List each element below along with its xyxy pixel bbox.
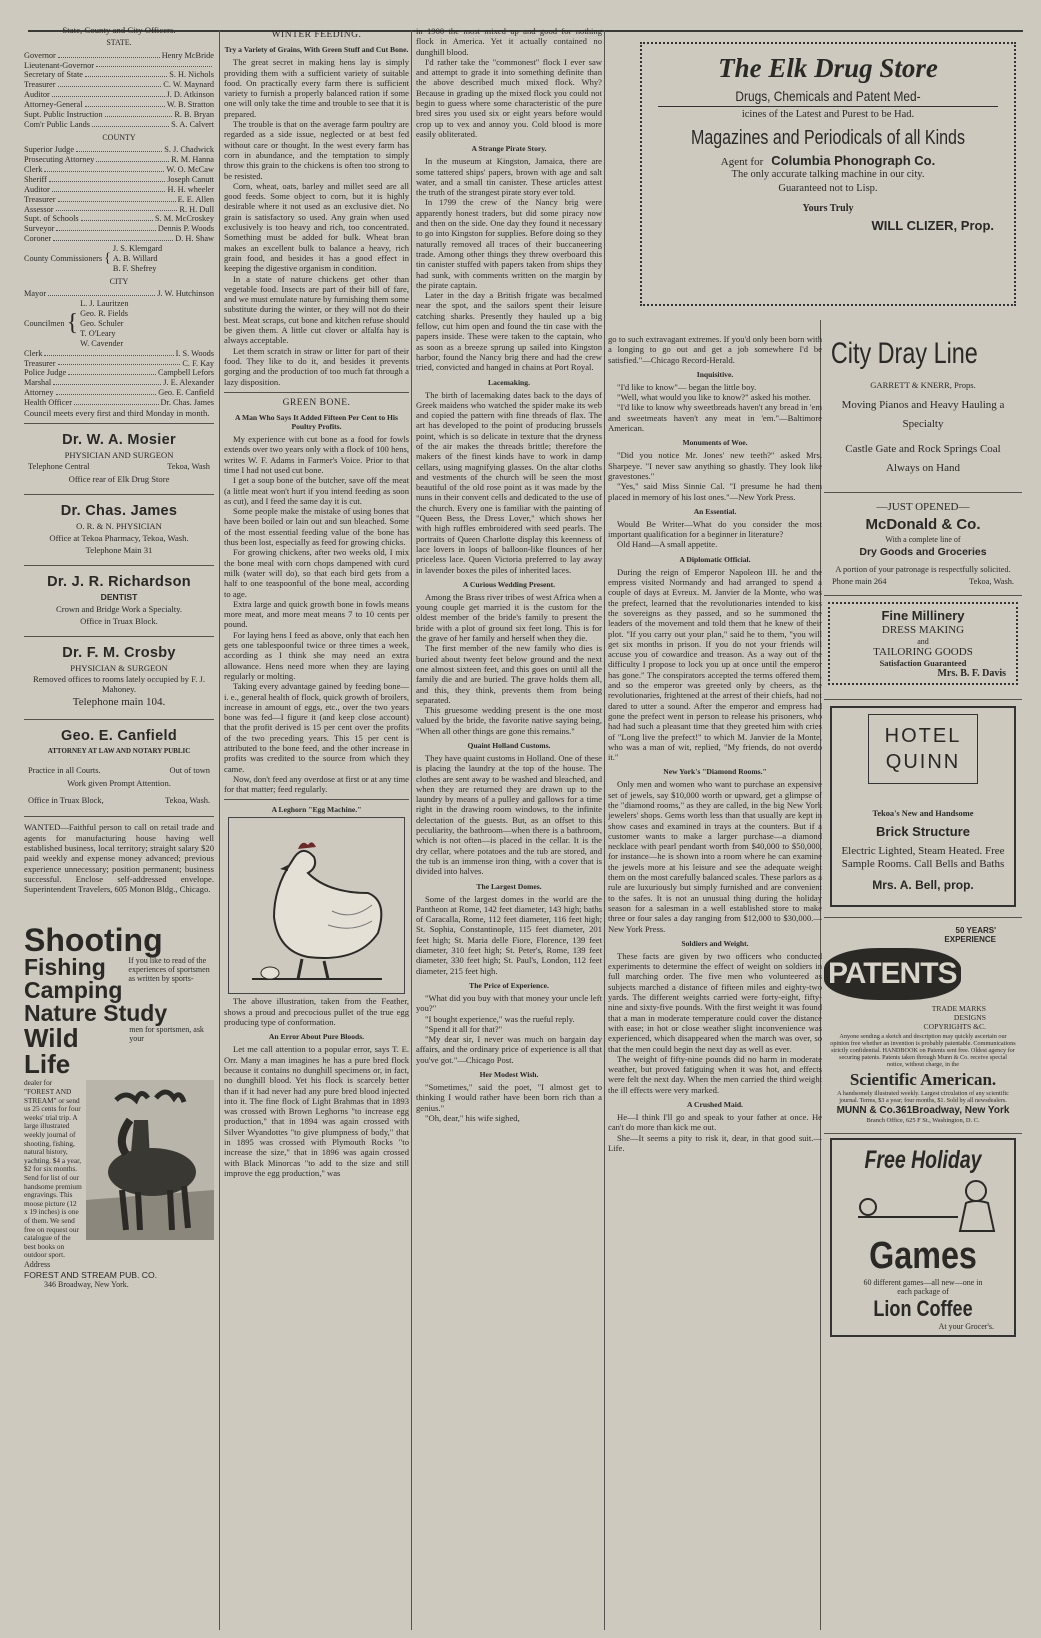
article-subheading: A Diplomatic Official.: [679, 554, 751, 564]
city-officers-list: [24, 349, 214, 408]
article-paragraph: "Well, what would you like to know?" asked his mother.: [617, 392, 811, 403]
text-line: Telephone main 104.: [72, 696, 166, 709]
article-paragraph: Taking every advantage gained by feeding bone—i. e., general health of flock, quick growth of broilers, increase in amount of eggs, etc., over the two years bone was fed—I figure it (and keep close account) that the profit derived is 15 per cent over the profits of the two preceding years. This 15 per cent is attributed to the bone feed, and the other increase in profits was credited to the source from which they came.: [224, 681, 409, 774]
text-line: DENTIST: [100, 592, 138, 603]
wanted-ad: WANTED—Faithful person to call on retail trade and agents for manufacturing house having well established business, local territory; straight salary $20 paid weekly and expense money advanced; previous experience unnecessary; position permanent; business successful. Enclose self-addressed envelope. Superintendent Travelers, 605 Monon Bldg., Chicago.: [24, 822, 214, 895]
member-name: Geo. R. Fields: [80, 309, 129, 319]
column-winter-feeding: [224, 26, 409, 1178]
card-canfield: [24, 725, 214, 811]
text-line: Magazines and Periodicals of all Kinds: [691, 127, 965, 149]
article-paragraph: He—I think I'll go and speak to your father at once. He can't do more than kick me out.: [608, 1112, 822, 1133]
officer-row: Surveyor Dennis P. Woods: [24, 224, 214, 234]
text-line: Fishing: [24, 954, 106, 981]
text-line: The Elk Drug Store: [718, 53, 938, 83]
commissioners-block: County Commissioners { J. S. Klemgard A. B. Willard B. F. Shefrey: [24, 244, 163, 274]
column-rule: [219, 30, 220, 1630]
text-line: Out of town: [169, 766, 210, 776]
text-line: —JUST OPENED—: [876, 501, 970, 513]
text-line: Office rear of Elk Drug Store: [68, 474, 170, 485]
moose-illustration: [85, 1079, 214, 1241]
text-line: Phone main 264: [832, 577, 887, 586]
text-line: Nature Study: [24, 1000, 168, 1027]
forest-stream-ad: [24, 924, 214, 1289]
text-line: PHYSICIAN AND SURGEON: [64, 450, 174, 461]
mcdonald-ad: [824, 499, 1022, 589]
text-line: icines of the Latest and Purest to be Had.: [658, 106, 998, 123]
member-name: Geo. Schuler: [80, 318, 124, 328]
officer-row: Police Judge Campbell Lefors: [24, 368, 214, 378]
article-paragraph: Corn, wheat, oats, barley and millet seed are all good feeds. Some object to corn, but it is highly desirable where it not used as an exclusive diet. No grain is satisfactory so used. Any grain when used exclusively is too heavy and rich, too concentrated. Something must be added for bulk. Wheat bran makes an excellent bulk to balance a heavy, rich grain food, and besides it has a good effect in keeping the digestive organism in condition.: [224, 180, 409, 274]
officers-title: State, County and City Officers.: [62, 25, 176, 35]
state-officers-list: [24, 51, 214, 130]
article-paragraph: "My dear sir, I never was much on bargain day affairs, and the ordinary price of experience is all that you've got."—Chicago Post.: [416, 1034, 602, 1065]
article-paragraph: in 1900 the most mixed up and good for nothing flock in America. Yet it actually contained no dunghill blood.: [416, 26, 602, 57]
text-line: Scientific American.: [849, 1070, 997, 1090]
text-line: Electric Lighted, Steam Heated. Free Sample Rooms. Call Bells and Baths: [841, 845, 1005, 871]
text-line: PHYSICIAN & SURGEON: [70, 663, 168, 674]
text-line: ATTORNEY AT LAW AND NOTARY PUBLIC: [47, 747, 191, 756]
article-paragraph: In the museum at Kingston, Jamaica, there are some tattered ships' papers, brown with age and salt water, and a small tin canister. These articles attest the truth of the strangest pirate story ever told.: [416, 156, 602, 198]
officer-row: Prosecuting Attorney R. M. Hanna: [24, 155, 214, 165]
text-line: Columbia Phonograph Co.: [771, 153, 936, 168]
article-title: GREEN BONE.: [282, 397, 351, 408]
text-line: The only accurate talking machine in our city.: [731, 169, 925, 180]
city-heading: CITY: [109, 276, 129, 286]
article-paragraph: Only men and women who want to purchase an expensive set of jewels, say $10,000 worth or upward, get a glimpse of the "diamond rooms," as they are called, in the big New York jewelers' shops. Gems worth less than that usually are kept in show cases and examined in trays at the counters. But if a customer wants to make a larger purchase—a diamond necklace with pearl pendant worth from $40,000 to $50,000, for instance—he is shown into a room where he can examine the jewels more at his leisure and see the adequate weight them on the most carefully balanced scales. These parlors as a rule are luxuriously but simply furnished and are convenient to the safes. It is not an unusual thing during the holiday season for a salesman in a well established store to make three or four sales a day ranging from $12,000 to $30,000.—New York Press.: [608, 779, 822, 934]
text-line: Tekoa, Wash.: [165, 796, 210, 806]
article-paragraph: "Oh, dear," his wife sighed,: [425, 1112, 520, 1123]
article-subheading: A Curious Wedding Present.: [462, 579, 556, 589]
officer-row: Attorney Geo. E. Canfield: [24, 388, 214, 398]
county-officers-list: [24, 145, 214, 244]
text-line: Branch Office, 625 F St., Washington, D. C.: [866, 1117, 980, 1125]
article-paragraph: The trouble is that on the average farm poultry are regarded as a side issue, neglected or at best fed without care or thought. In the west every farm has corn in abundance, and the temptation to simply throw this grain to the chickens is often too strong to be resisted.: [224, 119, 409, 181]
text-line: Mrs. B. F. Davis: [937, 668, 1006, 679]
officer-row: Assessor R. H. Dull: [24, 204, 214, 214]
text-line: and: [917, 637, 929, 646]
officer-row: Health Officer Dr. Chas. James: [24, 398, 214, 408]
member-name: J. S. Klemgard: [112, 244, 163, 254]
text-line: Mayor: [24, 289, 47, 299]
card-mosier: [24, 429, 214, 489]
text-line: Games: [869, 1235, 977, 1278]
text-line: Crown and Bridge Work a Specialty.: [55, 604, 183, 615]
officer-row: Lieutenant-Governor: [24, 61, 214, 71]
article-paragraph: Let me call attention to a popular error, says T. E. Orr. Many a man imagines he has a pure bred flock because it contains no dunghill specimens or, in fact, no dunghill blood. Yet his flock is scarcely better than if it had never had any pure bred blood injected into it. The fine flock of Light Brahmas that in 1893 was crossed with Brown Leghorns "to increase egg production," that in 1894 was again crossed with Silver Wyandottes "to give plumpness of body," that in 1895 was crossed with Plymouth Rocks "to increase the size," that in 1896 was again crossed with Black Minorcas "to add to the size and still improve the egg production," was: [224, 1044, 409, 1178]
article-paragraph: In a state of nature chickens get other than vegetable food. Insects are part of their bill of fare, and we must emulate nature by furnishing them some substitute during the winter, or they will not do their best. Meat scraps, cut bone and kitchen refuse should be given them. A little cut clover or alfalfa hay is always acceptable.: [224, 273, 409, 346]
card-james: [24, 500, 214, 560]
commissioners-label: County Commissioners: [24, 254, 103, 264]
article-subheading: A Strange Pirate Story.: [471, 144, 547, 154]
article-subheading: New York's "Diamond Rooms.": [663, 767, 767, 777]
text-line: Yours Truly: [802, 203, 854, 214]
article-paragraph: "What did you buy with that money your uncle left you?": [416, 992, 602, 1014]
text-line: Brick Structure: [876, 824, 970, 840]
article-paragraph: They have quaint customs in Holland. One of these is placing the laundry at the top of the house. The clothes are sent away to be washed and bleached, and when they are returned they are drawn up to the laundry by means of a pulley and gallows for a time right in the drawing room windows, to the infinite delectation of the guests. But, as an offset to this peculiarity, the bathroom—when there is a bathroom, which is not often—is placed in the cellar. It is the dry cellar, where potatoes and the tub are stored, and the tub is an immense iron thing, with a cover that is divided into halves.: [416, 753, 602, 877]
state-heading: STATE.: [106, 38, 132, 48]
text-line: With a complete line of: [885, 535, 961, 544]
text-line: J. W. Hutchinson: [157, 289, 214, 299]
article-subheading: The Largest Domes.: [476, 881, 542, 891]
text-line: HOTEL: [884, 725, 962, 748]
text-line: Shooting: [24, 922, 163, 959]
article-paragraph: I'd rather take the "commonest" flock I ever saw and attempt to grade it into something definite than the above described much mixed flock. Why? Because in grading up the mixed flock you could not begin to guess where some characteristic of the pure bred sires you used six or eight years before would crop up to vex and annoy you. Cold blood is more easily obliterated.: [416, 56, 602, 139]
text-line: Camping: [24, 977, 123, 1004]
article-subheading: Soldiers and Weight.: [681, 938, 749, 948]
text-line: Telephone Main 31: [85, 545, 153, 556]
article-subheading: Lacemaking.: [488, 377, 530, 387]
text-line: WILL CLIZER, Prop.: [871, 218, 994, 233]
officer-row: Treasurer C. W. Maynard: [24, 80, 214, 90]
hotel-quinn-ad: [830, 706, 1016, 907]
member-name: T. O'Leary: [80, 328, 116, 338]
article-paragraph: Would Be Writer—What do you consider the most important qualification for a beginner in literature?: [608, 518, 822, 540]
article-subheading: An Error About Pure Bloods.: [268, 1032, 365, 1042]
article-paragraph: In 1799 the crew of the Nancy brig were apparently honest traders, but did some piracy now and then on the side. One day they found it necessary to go into Kingston for supplies. Before doing so they naturally removed all traces of their buccaneering trade. Among other things they threw overboard this tin canister stuffed with papers taken from ships they had sunk, with comments written on the margin by the pirate captain.: [416, 197, 602, 290]
text-line: Moving Pianos and Heavy Hauling a Specialty: [841, 399, 1005, 430]
county-heading: COUNTY: [102, 132, 136, 142]
text-line: DRESS MAKING: [881, 624, 965, 636]
article-paragraph: "Did you notice Mr. Jones' new teeth?" asked Mrs. Sharpeye. "I never saw anything so ghastly. They look like gravestones.": [608, 450, 822, 481]
column-ads: [824, 334, 1022, 1632]
article-paragraph: For laying hens I feed as above, only that each hen gets one tablespoonful twice or three times a week, according as I think she may need an extra allowance. Hens need more when they are laying regularly or molting.: [224, 629, 409, 681]
article-subheading: Inquisitive.: [696, 369, 734, 379]
text-line: Removed offices to rooms lately occupied by F. J. Mahoney.: [33, 674, 205, 695]
member-name: A. B. Willard: [112, 254, 158, 264]
column-rule: [604, 30, 605, 1630]
text-line: Fine Millinery: [881, 608, 965, 623]
text-line: A handsomely illustrated weekly. Largest circulation of any scientific journal. Terms, $3 a year; four months, $1. Sold by all newsdealers.: [837, 1090, 1009, 1105]
councilmen-label: Councilmen: [24, 318, 65, 328]
column-jokes: [608, 334, 822, 1632]
council-note: Council meets every first and third Monday in month.: [24, 408, 210, 419]
text-line: A portion of your patronage is respectfully solicited.: [835, 565, 1011, 574]
text-line: Geo. E. Canfield: [61, 728, 177, 745]
text-line: Wild Life: [24, 1023, 79, 1080]
text-line: men for sportsmen, ask your: [129, 1025, 204, 1044]
article-title: WINTER FEEDING.: [271, 30, 362, 40]
article-subheading: A Leghorn "Egg Machine.": [271, 805, 362, 815]
text-line: MUNN & Co.361Broadway, New York: [836, 1105, 1010, 1117]
card-richardson: [24, 571, 214, 631]
article-paragraph: These facts are given by two officers who conducted experiments to determine the effect of weight on soldiers in full marching order. The five men who volunteered as subjects marched a distance of fifteen miles and eighty-two yards. The different weights carried were forty-eight, fifty-nine and sixty-five pounds. With the first weight it was found that a man in moderate temperature could cover the distance with ease; in hot or close weather slight inconvenience was experienced, which disappeared when the march was over, so that the men could begin the next day as well as ever.: [608, 950, 822, 1054]
lion-coffee-ad: [830, 1138, 1016, 1337]
children-playing-illustration: [836, 1176, 1010, 1234]
article-paragraph: Extra large and quick growth bone in fowls means more meat, and more meat means 7 to 10 cents per pound.: [224, 598, 409, 630]
text-line: Telephone Central: [28, 462, 90, 472]
patents-ad: [824, 926, 1022, 1125]
article-paragraph: "I bought experience," was the rueful reply.: [425, 1013, 575, 1024]
officer-row: Marshal J. E. Alexander: [24, 378, 214, 388]
article-paragraph: "Spend it all for that?": [425, 1023, 503, 1034]
article-paragraph: "I'd like to know"— began the little boy.: [617, 381, 757, 392]
article-subheading: Quaint Holland Customs.: [467, 741, 551, 750]
text-line: Office in Truax Block.: [80, 616, 158, 627]
officer-row: Auditor J. D. Atkinson: [24, 90, 214, 100]
article-paragraph: Let them scratch in straw or litter for part of their food. They like to do it, and besides it prevents gorging and the production of too much fat through a lazy disposition.: [224, 345, 409, 387]
article-paragraph: "Sometimes," said the poet, "I almost get to thinking I would rather have been born rich than a genius.": [416, 1082, 602, 1113]
text-line: Lion Coffee: [873, 1296, 973, 1322]
article-subheading: Monuments of Woe.: [682, 438, 748, 448]
text-line: Mrs. A. Bell, prop.: [872, 878, 974, 893]
article-paragraph: Now, don't feed any overdose at first or at any time for that matter; feed regularly.: [224, 773, 409, 795]
article-paragraph: The great secret in making hens lay is simply providing them with a sufficient variety of suitable food. On practically every farm there is sufficient variety to furnish a properly balanced ration if some one will only take the time and trouble to see that it is prepared.: [224, 57, 409, 119]
article-paragraph: "I'd like to know why sweetbreads haven't any bread in 'em and sweetmeats haven't any meat in 'em."—Baltimore American.: [608, 402, 822, 434]
article-paragraph: My experience with cut bone as a food for fowls extends over two years only with a flock of 100 hens, writes W. F. Adams in Farmer's Voice. Prior to that time I had not used cut bone.: [224, 434, 409, 475]
article-paragraph: I get a soup bone of the butcher, save off the meat (a little meat won't hurt if you intend feeding as soon as cut), and I feed the same day it is cut.: [224, 475, 409, 506]
article-paragraph: Among the Brass river tribes of west Africa when a young couple get married it is the custom for the oldest member of the bride's family to present the bride with a plot of ground six feet long. This is for the grave of her family and herself when they die.: [416, 591, 602, 644]
card-crosby: [24, 642, 214, 714]
article-paragraph: She—It seems a pity to risk it, dear, in that good suit.—Life.: [608, 1132, 822, 1153]
column-rule: [411, 30, 412, 1630]
article-paragraph: During the reign of Emperor Napoleon III. he and the empress visited Normandy and had arranged to spend a couple of days at Evreux. M. Janvier de la Monte, who was the prefect, learned that the revolutionaries intended to kiss the sovereigns as they passed, and so he summoned the leaders of the movement and told them that he knew of their plot. "If you carry out your plan," said he to them, "you will get six months in prison. If you do not your friends will accuse you of cowardice and treason. As a way out of the difficulty I propose to lock you up at once until the emperor has gone." The conspirators accepted the terms offered them, and so the emperor was greeted only by cheers, as the revolutionaries, frightened at the arrest of their chiefs, had not dared to utter a sound. After the emperor and empress had gone the prefect went in person to release his prisoners, who had had such a pleasant time that they greeted him with cries of "Long live the prefect!" to which M. Janvier de la Monte, who was a man of wit, replied, "My friends, do not overdo it.": [608, 566, 822, 763]
officer-row: Coroner D. H. Shaw: [24, 234, 214, 244]
officer-row: Auditor H. H. wheeler: [24, 184, 214, 194]
officer-row: Treasurer E. E. Allen: [24, 194, 214, 204]
millinery-ad: [828, 602, 1018, 685]
text-line: Drugs, Chemicals and Patent Med-: [735, 88, 921, 104]
leghorn-illustration: [228, 817, 405, 994]
officer-row: Secretary of State S. H. Nichols: [24, 70, 214, 80]
member-name: B. F. Shefrey: [112, 264, 157, 274]
article-paragraph: The birth of lacemaking dates back to the days of Greek maidens who watched the spider make its web and copied the pattern with fine threads of flax. The art has developed to the point of producing brussels point, which is so delicate in texture that the dryness of the air makes the threads brittle; therefore the makers of the finest kinds have to work in damp cellars, using magnifying glasses. On the altar cloths and vestments of the church will be seen the most beautiful of the old rose point as it was made by the nuns in their convent cells and dedicated to the use of the church. Every one is familiar with the painting of "Queen Bess, the Dress Lover," which shows her with high ruffles embroidered with seed pearls. The portraits of Queen Charlotte display this keenness of lace lovers in loops of balloon-like flounces of her priceless lace. Queen Victoria preferred to lay away in lavender boxes the piles of inherited laces.: [416, 389, 602, 575]
text-line: Dr. F. M. Crosby: [62, 645, 176, 662]
officer-row: Governor Henry McBride: [24, 50, 214, 60]
text-line: Dr. J. R. Richardson: [47, 574, 191, 591]
text-line: QUINN: [885, 751, 961, 774]
text-line: DESIGNS: [953, 1013, 986, 1023]
officer-row: Clerk I. S. Woods: [24, 348, 214, 358]
patents-starburst: PATENTS: [824, 948, 961, 1000]
text-line: COPYRIGHTS &C.: [923, 1022, 986, 1032]
text-line: McDonald & Co.: [865, 516, 981, 533]
article-paragraph: "Yes," said Miss Sinnie Cal. "I presume he had them placed in memory of his lost ones."—New York Press.: [608, 481, 822, 502]
article-subheading: Try a Variety of Grains, With Green Stuff and Cut Bone.: [224, 45, 409, 55]
text-line: FOREST AND STREAM PUB. CO.: [24, 1269, 158, 1280]
member-name: L. J. Lauritzen: [80, 299, 129, 309]
officer-row: Attorney-General W. B. Stratton: [24, 100, 214, 110]
text-line: TAILORING GOODS: [873, 646, 973, 658]
article-paragraph: Some people make the mistake of using bones that have been boiled or lain out and sun bleached. Some of the most essential feeding value of the bone has thus been lost, especially as feed for growing chicks.: [224, 506, 409, 548]
text-line: Agent for: [720, 156, 764, 168]
text-line: Address: [24, 1259, 51, 1269]
article-paragraph: go to such extravagant extremes. If you'd only been born with a longing to go out and get a job somewhere I'd be satisfied."—Chicago Record-Herald.: [608, 334, 822, 365]
text-line: dealer for "FOREST AND STREAM" or send us 25 cents for four weeks' trial trip. A large illustrated weekly journal of shooting, fishing, natural history, yachting. $4 a year, $2 for six months. Send for list of our handsome premium engravings. This moose picture (12 x 19 inches) is one of them. We send free on request our catalogue of the best books on outdoor sport.: [24, 1078, 82, 1260]
article-subheading: A Crushed Maid.: [687, 1100, 743, 1109]
councilmen-block: Councilmen { L. J. Lauritzen Geo. R. Fields Geo. Schuler T. O'Leary W. Cavender: [24, 299, 129, 348]
column-officers: [24, 22, 214, 1290]
commissioners-list: [113, 244, 162, 274]
text-line: 346 Broadway, New York.: [44, 1279, 129, 1289]
text-line: GARRETT & KNERR, Props.: [870, 380, 976, 390]
member-name: W. Cavender: [80, 338, 124, 348]
article-paragraph: The first member of the new family who dies is buried about twenty feet below ground and the next one almost sixteen feet, and this goes on until all the family die and are buried. The grave holds them all, and this, they think, prevents them from being separated.: [416, 643, 602, 705]
text-line: At your Grocer's.: [938, 1322, 994, 1332]
text-line: 50 YEARS' EXPERIENCE: [944, 926, 996, 945]
text-line: Work given Prompt Attention.: [67, 778, 171, 789]
elk-drug-store-ad: [640, 42, 1016, 306]
text-line: Office at Tekoa Pharmacy, Tekoa, Wash.: [49, 533, 189, 544]
text-line: Practice in all Courts.: [28, 766, 101, 776]
officer-row: Com'r Public Lands S. A. Calvert: [24, 119, 214, 129]
text-line: Castle Gate and Rock Springs Coal Always on Hand: [845, 443, 1001, 474]
text-line: O. R. & N. PHYSICIAN: [76, 521, 162, 532]
text-line: Tekoa, Wash.: [969, 577, 1014, 586]
officer-row: Supt. Public Instruction R. B. Bryan: [24, 110, 214, 120]
article-paragraph: This gruesome wedding present is the one most valued by the bride, the favorite native saying being, "When all other things are gone this remains.": [416, 705, 602, 736]
text-line: Dr. Chas. James: [60, 503, 178, 520]
article-subheading: Her Modest Wish.: [479, 1070, 539, 1080]
article-paragraph: The weight of fifty-nine pounds did no harm in moderate weather, but proved fatiguing when it was hot, and effects were felt the next day. When the men carried the third weight the ill effects were very marked.: [608, 1053, 822, 1095]
text-line: Office in Truax Block,: [28, 796, 104, 806]
text-line: 60 different games—all new—one in each package of: [863, 1278, 983, 1297]
article-paragraph: The above illustration, taken from the Feather, shows a proud and precocious pullet of the true egg producing type of conformation.: [224, 996, 409, 1028]
article-paragraph: Old Hand—A small appetite.: [617, 539, 718, 550]
officer-row: Clerk W. O. McCaw: [24, 164, 214, 174]
text-line: Dr. W. A. Mosier: [62, 432, 176, 449]
officer-row: Treasurer C. F. Kay: [24, 358, 214, 368]
officer-row: Superior Judge S. J. Chadwick: [24, 145, 214, 155]
text-line: TRADE MARKS: [931, 1004, 986, 1014]
article-subheading: An Essential.: [693, 506, 737, 516]
mayor-row: [24, 289, 214, 299]
article-paragraph: Later in the day a British frigate was becalmed near the spot, and the sailors spent their leisure catching sharks. Presently they hauled up a big fellow, cut him open and found the tin case with the papers inside. These were taken to the captain, who as soon as a breeze sprung up sailed into Kingston harbor, found the Nancy brig there and had the crew tried, convicted and hanged in chains at Port Royal.: [416, 290, 602, 373]
text-line: Tekoa's New and Handsome: [872, 809, 974, 819]
officer-row: Sheriff Joseph Canutt: [24, 174, 214, 184]
text-line: City Dray Line: [830, 337, 978, 370]
city-dray-ad: [824, 334, 1022, 478]
article-paragraph: For growing chickens, after two weeks old, I mix the bone meal with corn chops dampened with curd milk (water will do), so that each bird gets from a half to one teaspoonful of the bone meal, according to age.: [224, 547, 409, 599]
text-line: Free Holiday: [864, 1146, 982, 1175]
article-paragraph: Some of the largest domes in the world are the Pantheon at Rome, 142 feet diameter, 143 high; baths of Caracalla, Rome, 112 feet diameter, 116 feet high; St. Sophia, Constantinople, 115 feet diameter, 201 feet high; St. Maria delle Fiore, Florence, 139 feet diameter, 310 feet high; St. Peter's, Rome, 139 feet diameter, 330 feet high; St. Paul's, London, 112 feet diameter, 215 feet high.: [416, 893, 602, 976]
article-subheading: The Price of Experience.: [469, 980, 549, 990]
text-line: Satisfaction Guaranteed: [879, 659, 967, 668]
text-line: Dry Goods and Groceries: [859, 546, 987, 558]
text-line: Tekoa, Wash: [167, 462, 210, 472]
officer-row: Supt. of Schools S. M. McCroskey: [24, 214, 214, 224]
column-miscellany: [416, 26, 602, 1123]
text-line: If you like to read of the experiences of sportsmen as written by sports-: [128, 956, 210, 984]
text-line: Guaranteed not to Lisp.: [778, 183, 878, 194]
text-line: Anyone sending a sketch and description may quickly ascertain our opinion free whether an invention is probably patentable. Communications strictly confidential. HANDBOOK on Patents sent free. Oldest agency for securing patents. Patents taken through Munn & Co. receive special notice, without charge, in the: [830, 1033, 1016, 1069]
article-subheading: A Man Who Says It Added Fifteen Per Cent to His Poultry Profits.: [235, 413, 398, 432]
councilmen-list: [80, 299, 128, 349]
